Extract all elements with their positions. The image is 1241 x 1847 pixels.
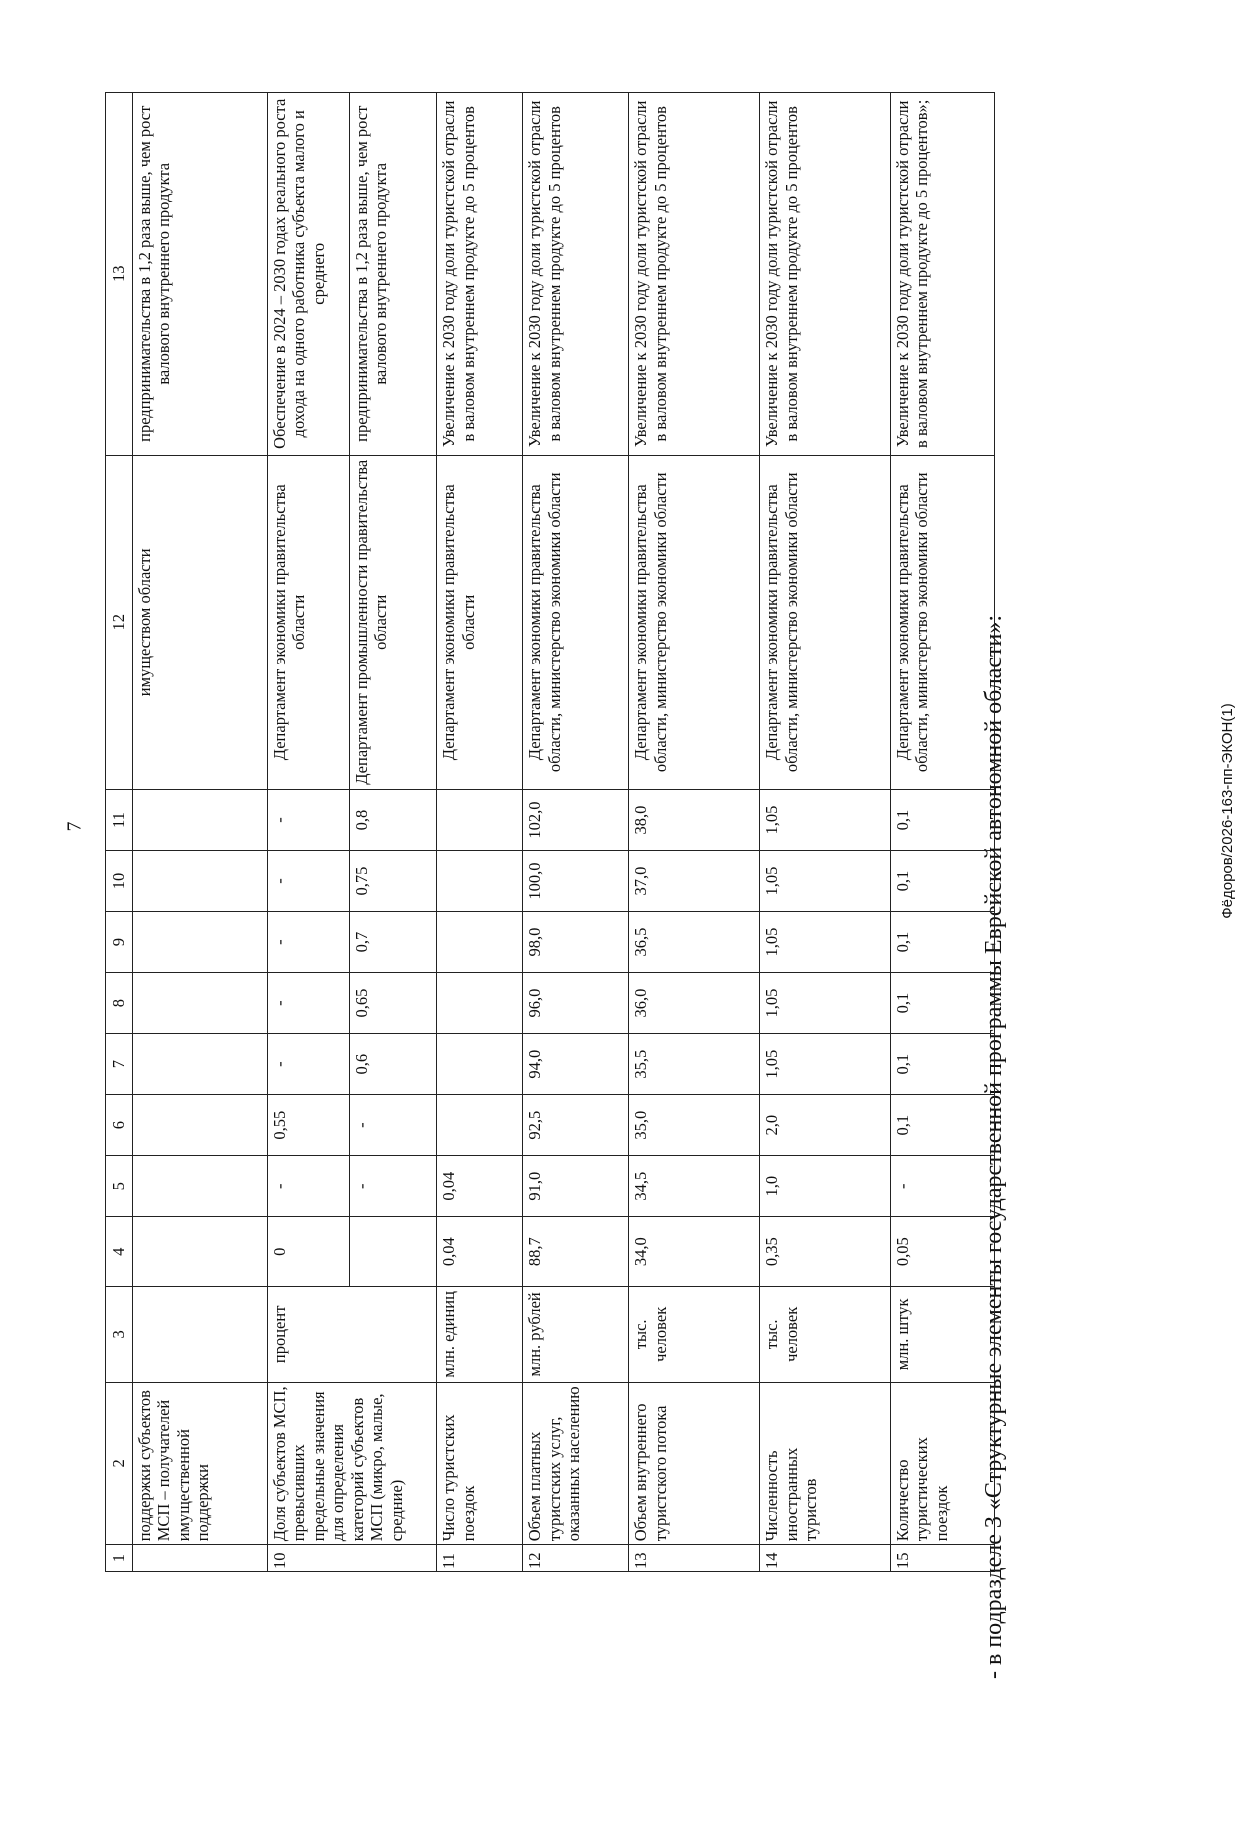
page-number: 7 xyxy=(63,821,86,832)
row-number: 12 xyxy=(523,1545,629,1572)
unit: млн. рублей xyxy=(523,1287,629,1382)
value-cell: 0,1 xyxy=(890,1095,994,1156)
goal-link: предпринимательства в 1,2 раза выше, чем рост валового внутреннего продукта xyxy=(133,93,268,456)
header-cell: 1 xyxy=(106,1545,133,1572)
value-cell: 0,75 xyxy=(349,851,437,912)
row-number: 10 xyxy=(267,1545,437,1572)
value-cell xyxy=(437,851,523,912)
value-cell: 88,7 xyxy=(523,1217,629,1287)
value-cell xyxy=(133,1034,268,1095)
table-container xyxy=(105,92,995,1572)
value-cell xyxy=(133,851,268,912)
value-cell: - xyxy=(267,912,349,973)
row-number xyxy=(133,1545,268,1572)
value-cell: - xyxy=(890,1156,994,1217)
value-cell: 100,0 xyxy=(523,851,629,912)
header-cell: 4 xyxy=(106,1217,133,1287)
header-cell: 12 xyxy=(106,455,133,789)
indicator-name: Численность иностранных туристов xyxy=(760,1382,891,1545)
header-cell: 10 xyxy=(106,851,133,912)
indicator-name: Доля субъектов МСП, превысивших предельные значения для определения категорий субъектов МСП (микро, малые, средние) xyxy=(267,1382,437,1545)
value-cell: 1,0 xyxy=(760,1156,891,1217)
value-cell: 35,5 xyxy=(629,1034,760,1095)
table-row xyxy=(133,93,268,1572)
indicator-name: Число туристских поездок xyxy=(437,1382,523,1545)
header-cell: 8 xyxy=(106,973,133,1034)
responsible-body: Департамент промышленности правительства области xyxy=(349,455,437,789)
value-cell xyxy=(349,1217,437,1287)
value-cell: 1,05 xyxy=(760,790,891,851)
value-cell: 0,7 xyxy=(349,912,437,973)
header-cell: 7 xyxy=(106,1034,133,1095)
unit: млн. единиц xyxy=(437,1287,523,1382)
responsible-body: Департамент экономики правительства области, министерство экономики области xyxy=(890,455,994,789)
value-cell: 96,0 xyxy=(523,973,629,1034)
value-cell: 36,0 xyxy=(629,973,760,1034)
value-cell: - xyxy=(349,1095,437,1156)
section-caption: - в подразделе 3 «Структурные элементы государственной программы Еврейской автономной области»: xyxy=(981,615,1007,1679)
indicator-name: Объем платных туристских услуг, оказанных населению xyxy=(523,1382,629,1545)
value-cell: 34,5 xyxy=(629,1156,760,1217)
responsible-body: имуществом области xyxy=(133,455,268,789)
header-cell: 6 xyxy=(106,1095,133,1156)
indicator-name: Объем внутреннего туристского потока xyxy=(629,1382,760,1545)
header-row xyxy=(106,93,133,1572)
header-cell: 3 xyxy=(106,1287,133,1382)
goal-link: предпринимательства в 1,2 раза выше, чем рост валового внутреннего продукта xyxy=(349,93,437,456)
value-cell xyxy=(133,1217,268,1287)
row-number: 14 xyxy=(760,1545,891,1572)
value-cell: 1,05 xyxy=(760,1034,891,1095)
goal-link: Увеличение к 2030 году доли туристской отрасли в валовом внутреннем продукте до 5 процентов xyxy=(523,93,629,456)
responsible-body: Департамент экономики правительства области xyxy=(267,455,349,789)
value-cell: 0,04 xyxy=(437,1156,523,1217)
responsible-body: Департамент экономики правительства области, министерство экономики области xyxy=(523,455,629,789)
row-number: 15 xyxy=(890,1545,994,1572)
table-row xyxy=(890,93,994,1572)
value-cell: 0,1 xyxy=(890,790,994,851)
value-cell xyxy=(437,973,523,1034)
value-cell: 0,1 xyxy=(890,973,994,1034)
value-cell: - xyxy=(267,1156,349,1217)
value-cell: - xyxy=(267,790,349,851)
header-cell: 5 xyxy=(106,1156,133,1217)
value-cell: 94,0 xyxy=(523,1034,629,1095)
table-row xyxy=(267,93,349,1572)
value-cell: 38,0 xyxy=(629,790,760,851)
value-cell: 34,0 xyxy=(629,1217,760,1287)
value-cell: 92,5 xyxy=(523,1095,629,1156)
value-cell: 0 xyxy=(267,1217,349,1287)
value-cell xyxy=(437,1034,523,1095)
unit: тыс. человек xyxy=(629,1287,760,1382)
value-cell: - xyxy=(267,851,349,912)
row-number: 11 xyxy=(437,1545,523,1572)
value-cell: - xyxy=(349,1156,437,1217)
goal-link: Увеличение к 2030 году доли туристской отрасли в валовом внутреннем продукте до 5 процентов xyxy=(437,93,523,456)
value-cell: 0,6 xyxy=(349,1034,437,1095)
value-cell: 0,65 xyxy=(349,973,437,1034)
unit: процент xyxy=(267,1287,437,1382)
goal-link: Увеличение к 2030 году доли туристской отрасли в валовом внутреннем продукте до 5 процентов xyxy=(760,93,891,456)
structural-elements-table xyxy=(105,92,995,1572)
header-cell: 13 xyxy=(106,93,133,456)
header-cell: 2 xyxy=(106,1382,133,1545)
table-row xyxy=(523,93,629,1572)
value-cell: 98,0 xyxy=(523,912,629,973)
value-cell: 36,5 xyxy=(629,912,760,973)
value-cell: 1,05 xyxy=(760,851,891,912)
value-cell: 0,8 xyxy=(349,790,437,851)
value-cell xyxy=(133,1095,268,1156)
value-cell: 0,04 xyxy=(437,1217,523,1287)
responsible-body: Департамент экономики правительства области xyxy=(437,455,523,789)
unit: тыс. человек xyxy=(760,1287,891,1382)
unit xyxy=(133,1287,268,1382)
responsible-body: Департамент экономики правительства области, министерство экономики области xyxy=(760,455,891,789)
value-cell: 1,05 xyxy=(760,912,891,973)
table-row xyxy=(760,93,891,1572)
value-cell xyxy=(133,790,268,851)
header-cell: 11 xyxy=(106,790,133,851)
goal-link: Обеспечение в 2024 – 2030 годах реального роста дохода на одного работника субъекта малого и среднего xyxy=(267,93,349,456)
value-cell xyxy=(133,912,268,973)
indicator-name: поддержки субъектов МСП – получателей имущественной поддержки xyxy=(133,1382,268,1545)
value-cell: 1,05 xyxy=(760,973,891,1034)
value-cell: 0,55 xyxy=(267,1095,349,1156)
value-cell: 37,0 xyxy=(629,851,760,912)
value-cell: 2,0 xyxy=(760,1095,891,1156)
header-cell: 9 xyxy=(106,912,133,973)
value-cell: 0,05 xyxy=(890,1217,994,1287)
goal-link: Увеличение к 2030 году доли туристской отрасли в валовом внутреннем продукте до 5 процентов xyxy=(629,93,760,456)
value-cell xyxy=(437,1095,523,1156)
value-cell: 91,0 xyxy=(523,1156,629,1217)
value-cell xyxy=(437,912,523,973)
value-cell xyxy=(133,973,268,1034)
value-cell xyxy=(133,1156,268,1217)
value-cell: - xyxy=(267,1034,349,1095)
goal-link: Увеличение к 2030 году доли туристской отрасли в валовом внутреннем продукте до 5 процентов»; xyxy=(890,93,994,456)
value-cell: 0,1 xyxy=(890,912,994,973)
row-number: 13 xyxy=(629,1545,760,1572)
table-row xyxy=(629,93,760,1572)
value-cell: - xyxy=(267,973,349,1034)
value-cell: 102,0 xyxy=(523,790,629,851)
unit: млн. штук xyxy=(890,1287,994,1382)
value-cell: 35,0 xyxy=(629,1095,760,1156)
table-row xyxy=(437,93,523,1572)
indicator-name: Количество туристических поездок xyxy=(890,1382,994,1545)
value-cell xyxy=(437,790,523,851)
value-cell: 0,35 xyxy=(760,1217,891,1287)
value-cell: 0,1 xyxy=(890,851,994,912)
document-id: Фёдоров/2026-163-пп-ЭКОН(1) xyxy=(1219,703,1236,919)
responsible-body: Департамент экономики правительства области, министерство экономики области xyxy=(629,455,760,789)
value-cell: 0,1 xyxy=(890,1034,994,1095)
